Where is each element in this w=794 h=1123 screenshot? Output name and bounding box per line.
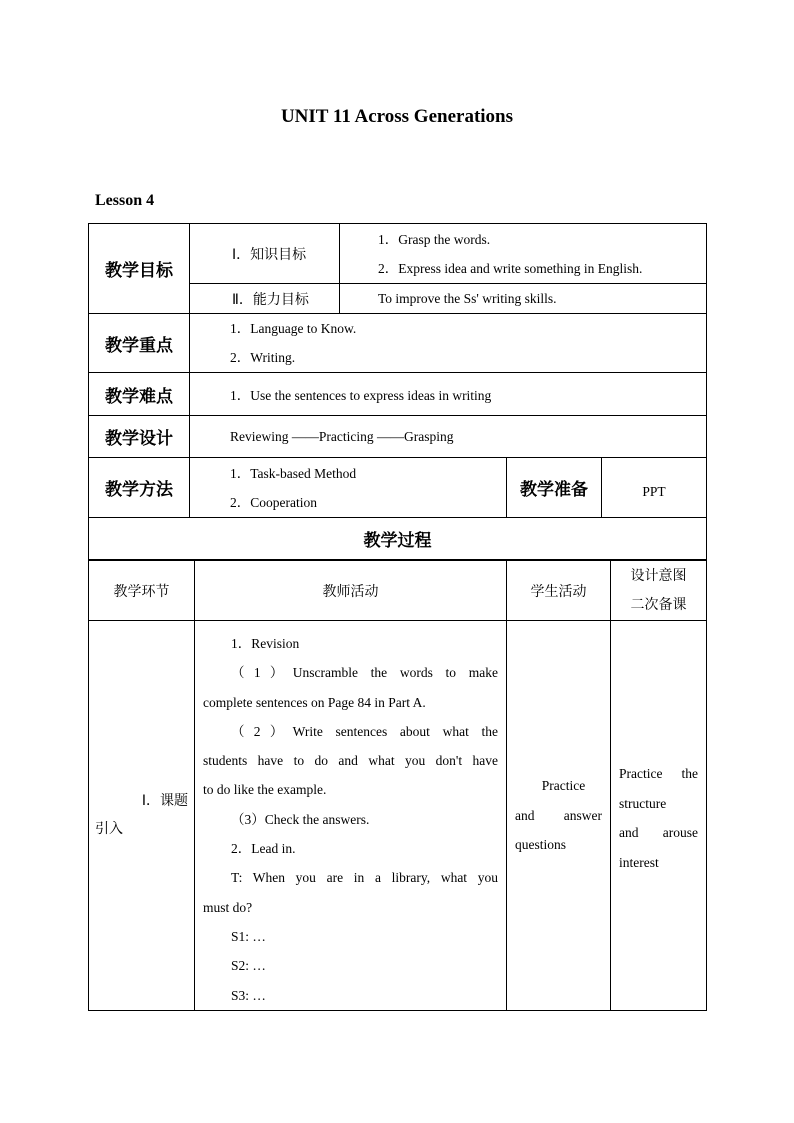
teacher-line: 2．Lead in. bbox=[231, 841, 296, 857]
teacher-line: S3: … bbox=[231, 987, 266, 1003]
knowledge-item: 2．Express idea and write something in English. bbox=[378, 260, 643, 276]
key-point-item: 2．Writing. bbox=[230, 350, 296, 365]
lesson-heading: Lesson 4 bbox=[95, 192, 155, 209]
teacher-line: S2: … bbox=[231, 958, 266, 974]
header-student: 学生活动 bbox=[507, 561, 611, 621]
teacher-line: （2）Write sentences about what the bbox=[231, 723, 498, 739]
student-line: questions bbox=[515, 837, 567, 853]
intent-line: Practice the bbox=[619, 766, 698, 781]
intent-cell bbox=[611, 621, 707, 1011]
teacher-line: 1．Revision bbox=[231, 636, 300, 651]
header-intent bbox=[611, 561, 707, 621]
method-item: 1．Task-based Method bbox=[230, 465, 357, 481]
methods-label: 教学方法 bbox=[89, 458, 190, 518]
student-line: Practice bbox=[541, 778, 586, 794]
knowledge-item: 1．Grasp the words. bbox=[378, 231, 491, 247]
header-teacher: 教师活动 bbox=[195, 561, 507, 621]
header-intent-line1: 设计意图 bbox=[630, 567, 687, 584]
teacher-line: students have to do and what you don't have bbox=[203, 753, 498, 769]
process-table bbox=[88, 560, 707, 1011]
difficulties-label: 教学难点 bbox=[89, 373, 190, 416]
teacher-line: （3）Check the answers. bbox=[231, 811, 370, 827]
header-intent-line2: 二次备课 bbox=[630, 596, 687, 613]
teacher-line: to do like the example. bbox=[203, 782, 327, 798]
method-item: 2．Cooperation bbox=[230, 494, 317, 510]
key-points-label: 教学重点 bbox=[89, 314, 190, 373]
prep-label: 教学准备 bbox=[507, 458, 602, 518]
ability-objective-text: To improve the Ss' writing skills. bbox=[340, 284, 707, 314]
student-activity-cell bbox=[507, 621, 611, 1011]
header-stage: 教学环节 bbox=[89, 561, 195, 621]
stage-line1: Ⅰ．课题 bbox=[141, 793, 188, 810]
teacher-line: complete sentences on Page 84 in Part A. bbox=[203, 694, 426, 710]
ability-objective-label: Ⅱ．能力目标 bbox=[190, 284, 340, 314]
key-point-item: 1．Language to Know. bbox=[230, 321, 357, 336]
intent-line: and arouse bbox=[619, 825, 698, 840]
objectives-label: 教学目标 bbox=[89, 224, 190, 314]
intent-line: interest bbox=[619, 854, 659, 870]
teacher-line: （1）Unscramble the words to make bbox=[231, 665, 498, 681]
design-text: Reviewing ——Practicing ——Grasping bbox=[190, 416, 707, 458]
teacher-activity-cell bbox=[195, 621, 507, 1011]
difficulty-item: 1．Use the sentences to express ideas in writing bbox=[190, 373, 707, 416]
key-points-items bbox=[190, 314, 707, 373]
teacher-line: must do? bbox=[203, 899, 253, 915]
stage-line2: 引入 bbox=[95, 821, 123, 838]
lesson-plan-table bbox=[88, 223, 707, 560]
design-label: 教学设计 bbox=[89, 416, 190, 458]
page-title: UNIT 11 Across Generations bbox=[280, 106, 514, 127]
prep-value: PPT bbox=[602, 458, 707, 518]
methods-items bbox=[190, 458, 507, 518]
student-line: and answer bbox=[515, 807, 602, 823]
teacher-line: T: When you are in a library, what you bbox=[231, 870, 498, 886]
intent-line: structure bbox=[619, 795, 667, 811]
knowledge-objective-items bbox=[340, 224, 707, 284]
teacher-line: S1: … bbox=[231, 928, 266, 944]
stage-cell bbox=[89, 621, 195, 1011]
knowledge-objective-label: Ⅰ．知识目标 bbox=[190, 224, 340, 284]
process-title: 教学过程 bbox=[89, 518, 707, 560]
